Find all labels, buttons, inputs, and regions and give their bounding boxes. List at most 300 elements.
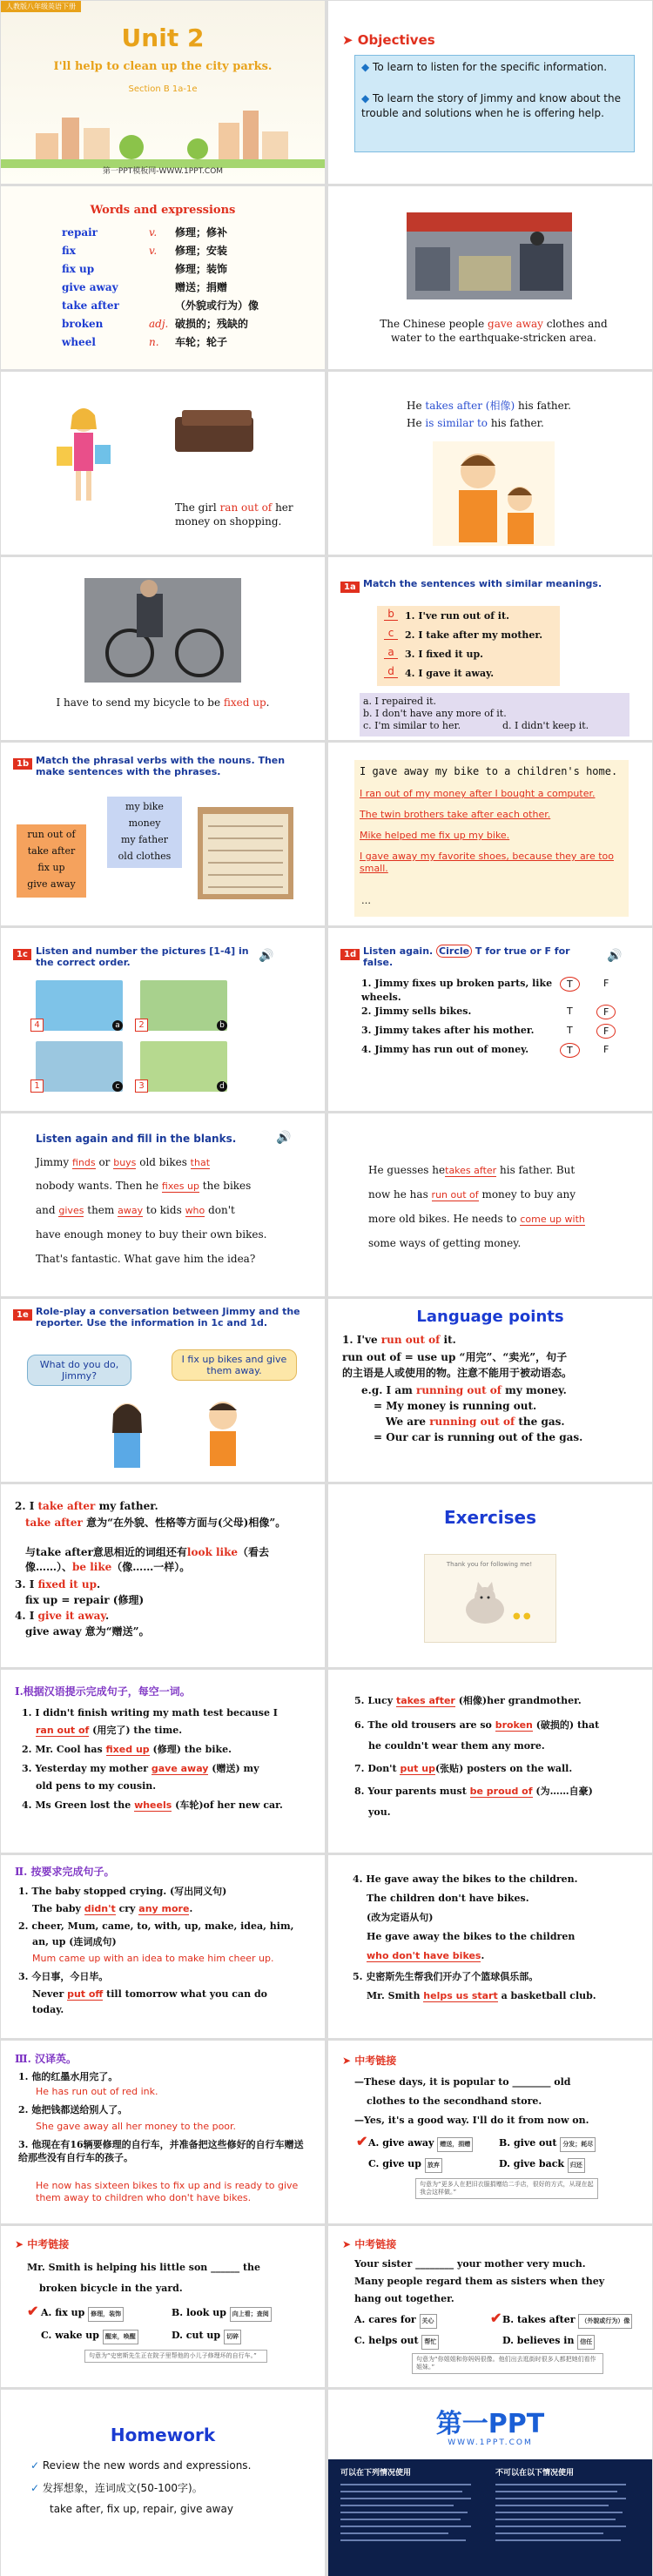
task-instruction: Match the phrasal verbs with the nouns. Then make sentences with the phrases. <box>36 755 286 777</box>
phrasal-verb: run out of <box>27 829 76 840</box>
question-text: Never <box>32 1988 68 2000</box>
blank-answer: helps us start <box>423 1990 498 2001</box>
blank-answer: come up with <box>520 1214 585 1225</box>
slide-fixed-up[interactable] <box>1 557 325 740</box>
slide-brand[interactable] <box>328 2390 652 2576</box>
noun-item: old clothes <box>118 851 172 862</box>
blank-answer: takes after <box>445 1165 497 1176</box>
point-text: 4. I <box>15 1610 38 1622</box>
unit-title: Unit 2 <box>121 24 205 52</box>
blank-answer: put off <box>67 1988 104 2000</box>
speaker-icon[interactable]: 🔊 <box>607 949 623 963</box>
question-text: (张贴) posters on the wall. <box>434 1763 573 1774</box>
point-text: （像……一样）。 <box>111 1561 191 1573</box>
slide-exam-link-3[interactable] <box>328 2226 652 2387</box>
homework-heading: Homework <box>110 2425 216 2445</box>
q5-line-2 <box>367 1989 596 2002</box>
picture-letter: b <box>217 1020 227 1031</box>
true-option[interactable]: T <box>567 1006 573 1017</box>
word-pos: v. <box>149 245 158 257</box>
slide-exercise-1b[interactable] <box>328 1670 652 1853</box>
true-option[interactable]: T <box>560 1043 580 1058</box>
listening-picture <box>140 1041 227 1092</box>
allowed-column-title: 可以在下列情况使用 <box>340 2469 412 2478</box>
speaker-icon[interactable]: 🔊 <box>259 949 274 963</box>
point-text: （看去像……）、 <box>25 1546 270 1573</box>
tf-statement: 4. Jimmy has run out of money. <box>361 1044 529 1055</box>
q3-line-1: 3. 今日事，今日毕。 <box>18 1971 109 1982</box>
objective-1-text: To learn to listen for the specific information. <box>373 61 608 73</box>
tf-statement: 1. Jimmy fixes up broken parts, like wheels. <box>361 978 553 1003</box>
task-instruction <box>363 945 598 968</box>
option-gloss: 信任 <box>577 2335 595 2350</box>
slide-language-points-2[interactable] <box>1 1484 325 1667</box>
question-line-2: broken bicycle in the yard. <box>39 2283 183 2294</box>
objectives-heading-text: Objectives <box>357 32 435 48</box>
option-b[interactable] <box>499 2136 596 2152</box>
disallowed-column-title: 不可以在以下情况使用 <box>495 2469 575 2478</box>
option-text: A. give away <box>368 2137 434 2149</box>
q1-line-2 <box>36 1724 182 1737</box>
q4-line-4: He gave away the bikes to the children <box>367 1931 576 1942</box>
question-text: 7. Don't <box>354 1763 401 1774</box>
option-gloss: 归还 <box>568 2158 585 2173</box>
point-text: my father. <box>95 1500 158 1512</box>
question-text: . <box>189 1903 193 1914</box>
objective-1 <box>361 60 626 75</box>
point-text: 1. I've <box>342 1334 381 1346</box>
takes-after-line <box>407 400 571 413</box>
sentence-text: her money on shopping. <box>175 501 293 528</box>
q8-line-1 <box>354 1785 593 1798</box>
q2: 2. 她把钱都送给别人了。 <box>18 2104 128 2115</box>
question-line-1: —These days, it is popular to ________ old <box>354 2076 571 2088</box>
point-3 <box>15 1578 100 1591</box>
explanation-note: 句意为“更多人在把旧衣服捐赠给二手店，很好的方式，从现在起我会这样做。” <box>415 2178 598 2199</box>
question-text: Mr. Smith <box>367 1990 424 2001</box>
q2-line-1: 2. cheer, Mum, came, to, with, up, make, idea, him, <box>18 1920 294 1932</box>
slide-fill-blanks-2[interactable] <box>328 1113 652 1296</box>
slide-language-points-1[interactable] <box>328 1299 652 1482</box>
q3-line-3: today. <box>32 2004 64 2015</box>
check-icon: ✓ <box>30 2459 43 2472</box>
option-b[interactable] <box>172 2306 272 2322</box>
point-text: 意为“在外貌、性格等方面与(父母)相像”。 <box>82 1517 286 1529</box>
check-icon: ✔ <box>356 2133 368 2149</box>
example-sentence: I gave away my bike to a children's home. <box>360 765 618 777</box>
point-explain-1: run out of = use up “用完”、“卖光”，句子 <box>342 1351 568 1363</box>
question-text: (修理) the bike. <box>149 1744 232 1755</box>
objectives-heading <box>342 32 435 48</box>
sentence-text: his father. <box>488 417 544 429</box>
objective-2-text: To learn the story of Jimmy and know about the trouble and solutions when he is offering help. <box>361 92 621 119</box>
point-text: 2. I <box>15 1500 38 1512</box>
example-text: the gas. <box>515 1416 565 1428</box>
fine-print-lines <box>328 2478 652 2574</box>
sentence-text: The Chinese people <box>380 318 488 330</box>
blank-answer: didn't <box>84 1903 116 1914</box>
false-option[interactable]: F <box>603 978 609 989</box>
diamond-bullet-icon: ◆ <box>361 92 374 104</box>
donation-photo <box>407 212 572 299</box>
option-gloss: （外貌或行为）像 <box>578 2314 632 2329</box>
fixed-up-sentence <box>1 696 325 710</box>
q1-answer: He has run out of red ink. <box>36 2086 158 2097</box>
phrasal-verb: fix up <box>37 862 65 873</box>
slide-exercise-2a[interactable] <box>1 1855 325 2038</box>
option-text: B. give out <box>499 2137 557 2149</box>
slide-1e[interactable] <box>1 1299 325 1482</box>
q6-line-2: he couldn't wear them any more. <box>368 1740 545 1752</box>
picture-number: 2 <box>135 1019 148 1032</box>
q1-line-2 <box>32 1902 192 1915</box>
word-pos: v. <box>149 226 158 239</box>
word-meaning: 破损的；残缺的 <box>175 318 249 330</box>
picture-number: 1 <box>30 1079 44 1093</box>
bike-repair-photo <box>84 578 241 683</box>
word-meaning: （外貌或行为）像 <box>175 299 259 312</box>
point-2-explain <box>25 1516 313 1530</box>
question-text: 8. Your parents must <box>354 1786 470 1797</box>
false-option[interactable]: F <box>596 1005 616 1019</box>
blank-answer: who don't have bikes <box>367 1950 481 1961</box>
option-d[interactable] <box>499 2157 585 2173</box>
phrasal-verb: take after <box>27 845 76 857</box>
q1-line-1: 1. The baby stopped crying. (写出同义句) <box>18 1886 227 1897</box>
option-text: D. give back <box>499 2158 565 2169</box>
passage-text: the bikes <box>199 1180 252 1192</box>
q2 <box>22 1743 232 1756</box>
girl-reporter-illustration <box>97 1398 158 1476</box>
q3-answer: He now has sixteen bikes to fix up and is ready to give them away to children who don't have bikes. <box>36 2180 299 2203</box>
blank-answer: wheels <box>134 1799 172 1811</box>
match-answer: d <box>384 665 398 678</box>
task-tag: 1e <box>13 1309 32 1321</box>
slide-exercise-3[interactable] <box>1 2041 325 2223</box>
brand-url[interactable]: WWW.1PPT.COM <box>448 2438 533 2447</box>
option-b[interactable] <box>502 2313 632 2329</box>
key-phrase: fixed it up <box>37 1578 97 1591</box>
point-explain-2: 的主语是人或使用的物。注意不能用于被动语态。 <box>342 1367 573 1379</box>
blank-answer: finds <box>72 1157 96 1168</box>
question-text: (相像)her grandmother. <box>454 1695 582 1706</box>
exam-link-heading <box>15 2236 69 2251</box>
option-c[interactable] <box>354 2334 439 2350</box>
slide-exam-link-1[interactable] <box>328 2041 652 2223</box>
example-text: my money. <box>501 1384 567 1396</box>
true-option[interactable]: T <box>567 1025 573 1036</box>
check-icon: ✔ <box>490 2310 502 2326</box>
key-phrase: run out of <box>380 1334 441 1346</box>
option-c[interactable] <box>368 2157 442 2173</box>
section-heading: Ⅱ. 按要求完成句子。 <box>15 1866 115 1878</box>
language-points-heading: Language points <box>416 1308 564 1326</box>
slide-exam-link-2[interactable] <box>1 2226 325 2387</box>
passage-text: old bikes <box>136 1156 191 1168</box>
option-text: C. give up <box>368 2158 421 2169</box>
picture-letter: d <box>217 1081 227 1092</box>
q2-answer: Mum came up with an idea to make him cheer up. <box>32 1953 274 1964</box>
arrow-icon: ➤ <box>15 2238 28 2250</box>
blank-answer: put up <box>400 1763 435 1774</box>
option-gloss: 赠送，捐赠 <box>437 2137 473 2152</box>
ellipsis: … <box>361 895 371 906</box>
task-instruction: Role-play a conversation between Jimmy and the reporter. Use the information in 1c and 1d. <box>36 1306 300 1328</box>
blank-answer: be proud of <box>469 1786 533 1797</box>
task-instruction: Listen and number the pictures [1-4] in the correct order. <box>36 945 249 968</box>
false-option[interactable]: F <box>596 1024 616 1039</box>
blank-answer: fixed up <box>105 1744 150 1755</box>
slide-takes-after[interactable] <box>328 372 652 555</box>
picture-number: 3 <box>135 1079 148 1093</box>
section-label: Section B 1a-1e <box>128 84 198 94</box>
passage-text: now he has <box>368 1188 432 1201</box>
slide-fill-blanks-1[interactable] <box>1 1113 325 1296</box>
option-gloss: 切碎 <box>224 2330 241 2344</box>
q4 <box>22 1799 283 1812</box>
example-2: = My money is running out. <box>374 1400 537 1412</box>
word-meaning: 修理；修补 <box>175 226 228 239</box>
slide-1d[interactable] <box>328 928 652 1111</box>
words-heading: Words and expressions <box>90 204 236 217</box>
noun-item: money <box>128 817 161 829</box>
question-text: (赠送) my <box>208 1763 259 1774</box>
word-pos: n. <box>149 336 159 348</box>
word-term: repair <box>62 226 98 239</box>
speaker-icon[interactable]: 🔊 <box>276 1131 292 1145</box>
passage-text: to kids <box>143 1204 185 1216</box>
match-sentence: 4. I gave it away. <box>405 668 495 679</box>
slide-ran-out-of[interactable] <box>1 372 325 555</box>
question-text: 3. Yesterday my mother <box>22 1763 151 1774</box>
brand-tag: 人教版八年级英语下册 <box>1 1 81 12</box>
option-d[interactable] <box>172 2329 241 2344</box>
question-text: a basketball club. <box>497 1990 596 2001</box>
fill-heading: Listen again and fill in the blanks. <box>36 1133 237 1145</box>
blank-answer: any more <box>138 1903 190 1914</box>
passage-text: more old bikes. He needs to <box>368 1213 521 1225</box>
passage-text: money to buy any <box>478 1188 576 1201</box>
point-text: 与take after意思相近的词组还有 <box>25 1546 187 1558</box>
passage-text: nobody wants. Then he <box>36 1180 162 1192</box>
gave-away-sentence <box>363 317 624 345</box>
slide-gave-away[interactable] <box>328 186 652 369</box>
point-2-related <box>25 1545 313 1575</box>
duck-icon: ● ● <box>513 1611 531 1621</box>
arrow-icon: ➤ <box>342 2055 355 2067</box>
key-phrase: take after <box>37 1500 96 1512</box>
q1-line-1: 1. I didn't finish writing my math test because I <box>22 1707 278 1718</box>
section-heading: Ⅲ. 汉译英。 <box>15 2053 77 2065</box>
word-term: wheel <box>62 336 96 348</box>
passage-text: or <box>95 1156 114 1168</box>
word-term: broken <box>62 318 104 330</box>
question-text: . <box>481 1950 485 1961</box>
empty-wallet-illustration <box>175 407 262 459</box>
jimmy-bubble: I fix up bikes and give them away. <box>172 1349 297 1381</box>
question-text: 5. Lucy <box>354 1695 396 1706</box>
example-4: = Our car is running out of the gas. <box>374 1431 583 1443</box>
passage-text: Jimmy <box>36 1156 72 1168</box>
picture-letter: c <box>112 1081 123 1092</box>
option-text: C. helps out <box>354 2335 419 2346</box>
answer-line: I gave away my favorite shoes, because they are too small. <box>360 851 614 874</box>
passage-text: He guesses he <box>368 1164 446 1176</box>
slide-homework[interactable] <box>1 2390 325 2576</box>
key-phrase: fixed up <box>223 696 266 709</box>
match-answer: c <box>384 627 398 640</box>
slide-exercises[interactable] <box>328 1484 652 1667</box>
word-meaning: 修理；安装 <box>175 245 228 257</box>
option-text: A. fix up <box>41 2307 85 2318</box>
thank-you-text: Thank you for following me! <box>446 1561 533 1568</box>
passage-line-1 <box>36 1155 210 1170</box>
listening-picture <box>36 1041 123 1092</box>
false-option[interactable]: F <box>603 1044 609 1055</box>
option-a[interactable] <box>368 2136 473 2152</box>
father-son-illustration <box>433 441 555 546</box>
example-3 <box>386 1416 565 1429</box>
slide-objectives[interactable] <box>328 1 652 184</box>
blank-answer: ran out of <box>36 1725 90 1736</box>
question-text: 6. The old trousers are so <box>354 1719 495 1731</box>
slide-1c[interactable] <box>1 928 325 1111</box>
section-heading: Ⅰ.根据汉语提示完成句子，每空一词。 <box>15 1685 191 1698</box>
sentence-text: I have to send my bicycle to be <box>56 696 224 709</box>
option-d[interactable] <box>502 2334 595 2350</box>
true-option[interactable]: T <box>560 977 580 992</box>
option-text: D. believes in <box>502 2335 575 2346</box>
passage-text: his father. But <box>496 1164 576 1176</box>
point-3-explain: fix up = repair (修理) <box>25 1594 145 1606</box>
exam-link-heading <box>342 2236 396 2251</box>
slide-1b-answers[interactable] <box>328 743 652 925</box>
option-text: B. takes after <box>502 2314 576 2325</box>
point-2 <box>15 1500 158 1513</box>
q4-line-1: 4. He gave away the bikes to the children. <box>353 1873 578 1885</box>
cat-illustration <box>459 1582 511 1625</box>
option-text: B. look up <box>172 2307 226 2318</box>
task-tag: 1a <box>340 582 360 593</box>
slide-words[interactable] <box>1 186 325 369</box>
point-text: . <box>96 1578 101 1591</box>
passage-text: and <box>36 1204 59 1216</box>
key-phrase: be like <box>72 1561 112 1573</box>
noun-item: my father <box>120 834 169 845</box>
blank-answer: run out of <box>431 1189 479 1201</box>
instruction-text: Listen again. <box>363 945 437 957</box>
point-text: it. <box>440 1334 456 1346</box>
q6-line-1 <box>354 1718 599 1732</box>
question-line-3: —Yes, it's a good way. I'll do it from now on. <box>354 2115 589 2126</box>
key-phrase: running out of <box>429 1416 515 1428</box>
match-answer: a <box>384 646 398 659</box>
check-icon: ✓ <box>30 2482 43 2494</box>
question-text: cry <box>115 1903 139 1914</box>
question-text: 2. Mr. Cool has <box>22 1744 106 1755</box>
word-meaning: 修理；装饰 <box>175 263 228 275</box>
question-text: (用完了) the time. <box>89 1725 183 1736</box>
phrasal-verb: give away <box>27 878 76 890</box>
q2-line-2: an, up (连词成句) <box>32 1936 117 1947</box>
listening-picture <box>140 980 227 1031</box>
option-a: a. I repaired it. <box>363 696 437 707</box>
exam-link-heading-text: 中考链接 <box>27 2238 70 2250</box>
option-a[interactable] <box>41 2306 124 2322</box>
answer-line: I ran out of my money after I bought a computer. <box>360 788 596 799</box>
homework-words: take after, fix up, repair, give away <box>50 2503 233 2515</box>
passage-line-3 <box>368 1213 585 1226</box>
sentence-text: He <box>407 400 426 412</box>
passage-line-3 <box>36 1204 235 1217</box>
q7 <box>354 1762 572 1775</box>
option-c[interactable] <box>41 2329 138 2344</box>
answer-line: Mike helped me fix up my bike. <box>360 830 510 841</box>
passage-line-2 <box>36 1180 251 1193</box>
match-sentence: 1. I've run out of it. <box>405 610 509 622</box>
diamond-bullet-icon: ◆ <box>361 61 374 73</box>
question-text: (车轮)of her new car. <box>172 1799 283 1811</box>
option-a[interactable] <box>354 2313 437 2329</box>
option-text: D. cut up <box>172 2330 221 2341</box>
option-gloss: 向上看；查阅 <box>230 2307 272 2322</box>
sentence-text: his father. <box>515 400 571 412</box>
explanation-note: 句意为“史密斯先生正在院子里帮他的小儿子修理坏的自行车。” <box>84 2350 267 2363</box>
point-text: 3. I <box>15 1578 38 1591</box>
word-meaning: 赠送；捐赠 <box>175 281 228 293</box>
option-gloss: 醒来，唤醒 <box>103 2330 138 2344</box>
ran-out-of-sentence <box>175 501 314 528</box>
exam-link-heading <box>342 2053 396 2068</box>
homework-item-1 <box>30 2459 251 2472</box>
boy-jimmy-illustration <box>192 1396 253 1475</box>
question-text: The baby <box>32 1903 84 1914</box>
key-phrase: gave away <box>488 318 543 330</box>
example-text: We are <box>386 1416 430 1428</box>
footer-watermark: 第一PPT模板网-WWW.1PPT.COM <box>102 167 224 176</box>
homework-text: Review the new words and expressions. <box>42 2459 252 2472</box>
lesson-subtitle: I'll help to clean up the city parks. <box>53 60 273 73</box>
word-term: take after <box>62 299 119 312</box>
passage-line-5: That's fantastic. What gave him the idea? <box>36 1253 256 1265</box>
chinese-gloss: (相像) <box>481 400 515 412</box>
slide-1b[interactable] <box>1 743 325 925</box>
slide-title[interactable] <box>1 1 325 184</box>
point-text: . <box>105 1610 110 1622</box>
blank-answer: broken <box>495 1719 533 1731</box>
q4-line-5 <box>367 1949 484 1962</box>
q5-line-1: 5. 史密斯先生帮我们开办了个篮球俱乐部。 <box>353 1971 539 1982</box>
q8-line-2: you. <box>368 1806 391 1818</box>
exam-link-heading-text: 中考链接 <box>354 2055 397 2067</box>
q5 <box>354 1694 582 1707</box>
slide-1a[interactable] <box>328 557 652 740</box>
slide-exercise-2b[interactable] <box>328 1855 652 2038</box>
blank-answer: away <box>118 1205 144 1216</box>
blank-answer: gives <box>58 1205 84 1216</box>
tf-statement: 2. Jimmy sells bikes. <box>361 1006 472 1017</box>
passage-line-4: have enough money to buy their own bikes. <box>36 1228 267 1241</box>
sentence-text: . <box>266 696 270 709</box>
task-instruction: Match the sentences with similar meanings. <box>363 578 603 589</box>
q3-line-2 <box>32 1987 267 2001</box>
slide-exercise-1a[interactable] <box>1 1670 325 1853</box>
word-term: fix up <box>62 263 95 275</box>
shopping-girl-illustration <box>53 403 114 508</box>
arrow-icon: ➤ <box>342 32 358 48</box>
passage-text: them <box>84 1204 118 1216</box>
q4-line-2: The children don't have bikes. <box>367 1893 529 1904</box>
